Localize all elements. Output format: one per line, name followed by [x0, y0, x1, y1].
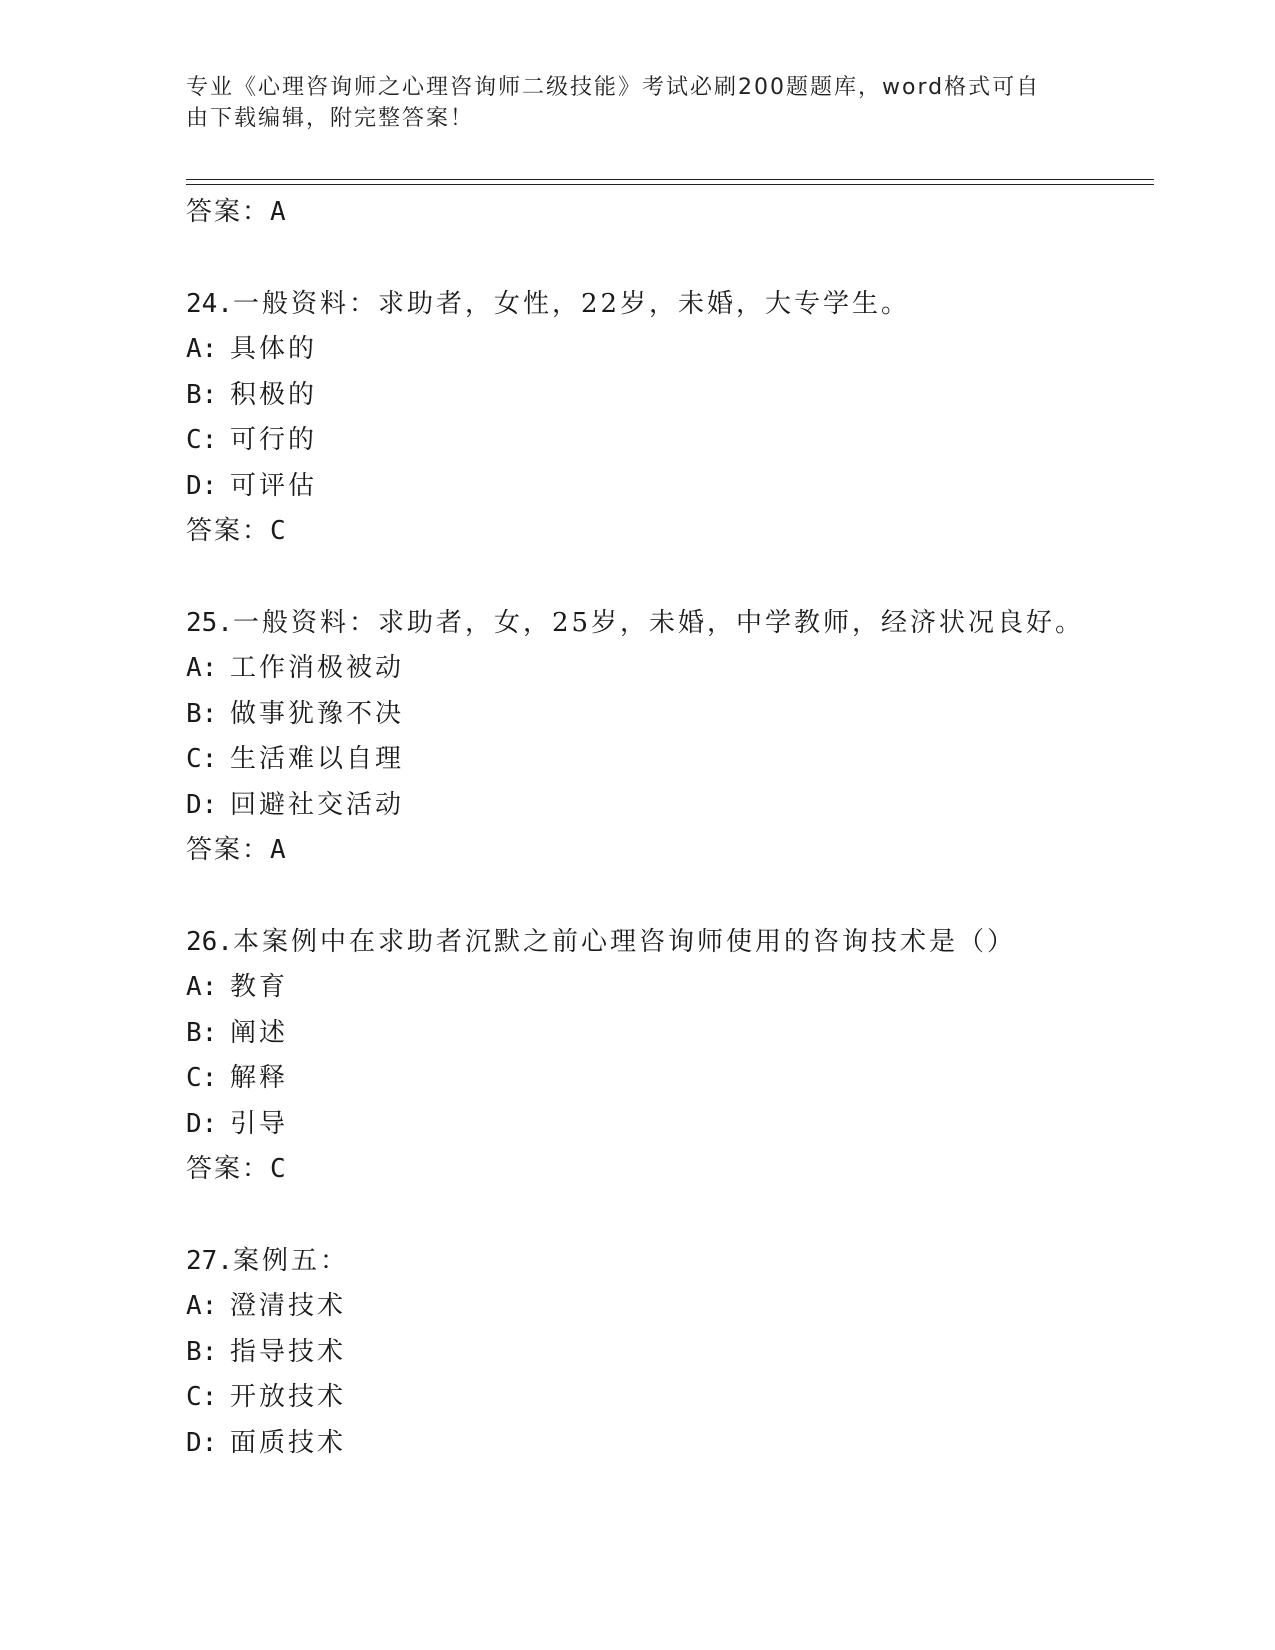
option-d [186, 464, 1146, 510]
question-block-25 [186, 601, 1146, 874]
answer-value: C [270, 1154, 286, 1184]
option-b [186, 1011, 1146, 1057]
header-divider-top [186, 179, 1154, 180]
question-text: 一般资料：求助者，女性，22岁，未婚，大专学生。 [232, 288, 911, 319]
option-text: 做事犹豫不决 [230, 698, 405, 729]
option-key: B: [186, 379, 218, 410]
option-d [186, 1421, 1146, 1467]
document-header [186, 72, 1066, 134]
question-number: 25. [186, 607, 233, 638]
option-b [186, 373, 1146, 419]
question-block-27 [186, 1239, 1146, 1467]
question-number: 27. [186, 1245, 233, 1276]
option-key: A: [186, 653, 218, 683]
question-text: 一般资料：求助者，女，25岁，未婚，中学教师，经济状况良好。 [232, 607, 1085, 638]
option-text: 开放技术 [230, 1382, 347, 1412]
option-c [186, 418, 1146, 464]
question-block-26 [186, 920, 1146, 1193]
option-text: 面质技术 [230, 1427, 347, 1458]
option-key: C: [186, 744, 218, 774]
option-a [186, 1284, 1146, 1330]
header-line-1: 专业《心理咨询师之心理咨询师二级技能》考试必刷200题题库，word格式可自 [186, 75, 1041, 100]
answer-value: A [270, 197, 286, 227]
answer-value: A [270, 835, 286, 865]
option-key: D: [186, 1108, 218, 1139]
option-c [186, 1375, 1146, 1421]
question-text: 本案例中在求助者沉默之前心理咨询师使用的咨询技术是（） [232, 926, 1016, 957]
question-stem [186, 920, 1146, 966]
option-text: 澄清技术 [230, 1291, 347, 1321]
option-text: 可评估 [230, 470, 318, 501]
option-c [186, 737, 1146, 783]
answer-line [186, 190, 1146, 236]
option-text: 可行的 [230, 425, 318, 455]
document-body [186, 190, 1146, 1466]
option-b [186, 692, 1146, 738]
option-text: 具体的 [230, 334, 318, 364]
question-text: 案例五： [232, 1245, 349, 1276]
option-a [186, 646, 1146, 692]
option-text: 工作消极被动 [230, 653, 405, 683]
question-stem [186, 601, 1146, 647]
answer-line [186, 509, 1146, 555]
option-text: 教育 [230, 972, 289, 1002]
header-divider-bottom [186, 184, 1154, 185]
question-stem [186, 282, 1146, 328]
question-number: 26. [186, 926, 233, 957]
option-a [186, 327, 1146, 373]
option-key: A: [186, 972, 218, 1002]
option-text: 回避社交活动 [230, 789, 405, 820]
answer-label: 答案： [186, 835, 271, 865]
option-key: A: [186, 1291, 218, 1321]
spacer [186, 555, 1146, 601]
answer-label: 答案： [186, 197, 271, 227]
spacer [186, 1193, 1146, 1239]
option-c [186, 1056, 1146, 1102]
option-key: B: [186, 1017, 218, 1048]
option-b [186, 1330, 1146, 1376]
option-text: 积极的 [230, 379, 318, 410]
option-key: C: [186, 1382, 218, 1412]
option-key: D: [186, 470, 218, 501]
option-a [186, 965, 1146, 1011]
option-key: D: [186, 1427, 218, 1458]
option-text: 生活难以自理 [230, 744, 405, 774]
answer-label: 答案： [186, 1154, 271, 1184]
option-key: A: [186, 334, 218, 364]
spacer [186, 236, 1146, 282]
header-line-2: 由下载编辑，附完整答案！ [186, 106, 475, 131]
option-d [186, 783, 1146, 829]
option-key: C: [186, 425, 218, 455]
answer-label: 答案： [186, 516, 271, 546]
option-d [186, 1102, 1146, 1148]
option-key: B: [186, 698, 218, 729]
option-key: D: [186, 789, 218, 820]
answer-value: C [270, 516, 286, 546]
option-text: 指导技术 [230, 1336, 347, 1367]
question-stem [186, 1239, 1146, 1285]
question-block-24 [186, 282, 1146, 555]
option-text: 阐述 [230, 1017, 289, 1048]
option-key: C: [186, 1063, 218, 1093]
question-number: 24. [186, 288, 233, 319]
spacer [186, 874, 1146, 920]
option-text: 解释 [230, 1063, 289, 1093]
answer-line [186, 828, 1146, 874]
option-key: B: [186, 1336, 218, 1367]
option-text: 引导 [230, 1108, 289, 1139]
answer-line [186, 1147, 1146, 1193]
